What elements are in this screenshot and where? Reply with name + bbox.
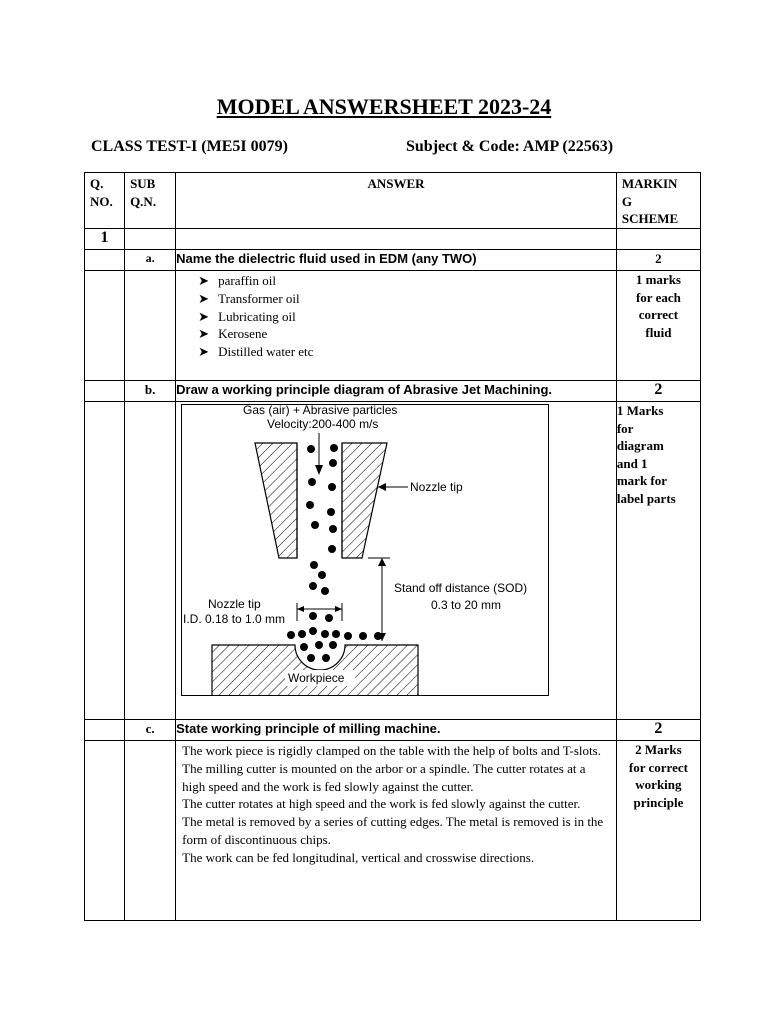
milling-principle-text: The work piece is rigidly clamped on the table with the help of bolts and T-slots. The milling cutter is mounted on the arbor or a spindle. The cutter rotates at a high speed and the work is fed slowly against the cutter. The cutter rotates at high speed and the work is fed slowly against the cutter. The metal is removed by a series of cutting edges. The metal is removed is in the form of discontinuous chips. The work can be fed longitudinal, vertical and crosswise directions. [182, 743, 604, 865]
q1a-question-row [85, 250, 701, 271]
q1b-answer-row [85, 402, 701, 720]
q1c-marks: 2 [616, 720, 700, 741]
q1b-question: Draw a working principle diagram of Abrasive Jet Machining. [176, 381, 617, 402]
arrow-bullet-icon: ➤ [198, 326, 210, 342]
q1c-answer-row [85, 741, 701, 921]
q1b-answer [176, 402, 617, 720]
answer-table [84, 172, 701, 921]
q1b-scheme: 1 Marks for diagram and 1 mark for label parts [616, 402, 700, 720]
list-item: ➤ Distilled water etc [198, 344, 314, 360]
class-test-label: CLASS TEST-I (ME5I 0079) [91, 138, 288, 155]
page-title: MODEL ANSWERSHEET 2023-24 [216, 94, 552, 119]
dielectric-fluid-list [176, 271, 616, 361]
velocity-label: Velocity:200-400 m/s [267, 417, 379, 431]
arrow-bullet-icon: ➤ [198, 273, 210, 288]
header-qno: Q. NO. [85, 173, 125, 229]
workpiece-label: Workpiece [288, 671, 345, 685]
sod-label: Stand off distance (SOD) [394, 581, 528, 595]
question-number: 1 [85, 229, 125, 250]
q1b-question-row [85, 381, 701, 402]
q1b-label: b. [125, 381, 176, 402]
list-item: ➤ paraffin oil [198, 273, 277, 288]
nozzle-right-wall [342, 443, 387, 558]
q1a-label: a. [125, 250, 176, 271]
arrow-bullet-icon: ➤ [198, 290, 210, 306]
list-item: ➤ Lubricating oil [198, 308, 296, 324]
subject-code-label: Subject & Code: AMP (22563) [406, 138, 614, 155]
question-number-row [85, 229, 701, 250]
nozzle-left-wall [255, 443, 297, 558]
q1c-question: State working principle of milling machine. [176, 720, 617, 741]
nozzle-id-title: Nozzle tip [208, 597, 261, 611]
ajm-diagram-svg [182, 405, 548, 695]
table-header-row [85, 173, 701, 229]
q1c-question-row [85, 720, 701, 741]
q1a-answer [176, 271, 617, 381]
q1c-scheme: 2 Marks for correct working principle [616, 741, 700, 921]
abrasive-jet-diagram [181, 404, 549, 696]
q1a-scheme: 1 marks for each correct fluid [616, 271, 700, 381]
q1c-label: c. [125, 720, 176, 741]
arrow-bullet-icon: ➤ [198, 308, 210, 324]
gas-label: Gas (air) + Abrasive particles [243, 405, 398, 417]
q1a-marks: 2 [616, 250, 700, 271]
q1a-answer-row [85, 271, 701, 381]
list-item: ➤ Kerosene [198, 326, 268, 342]
sod-range: 0.3 to 20 mm [431, 598, 502, 612]
header-marking: MARKIN G SCHEME [616, 173, 700, 229]
nozzle-id-value: I.D. 0.18 to 1.0 mm [183, 612, 286, 626]
nozzle-tip-label: Nozzle tip [410, 480, 463, 494]
q1b-marks: 2 [616, 381, 700, 402]
q1c-answer [176, 741, 617, 921]
q1a-question: Name the dielectric fluid used in EDM (any TWO) [176, 250, 617, 271]
header-answer: ANSWER [176, 173, 617, 229]
header-subqn: SUB Q.N. [125, 173, 176, 229]
list-item: ➤ Transformer oil [198, 290, 300, 306]
arrow-bullet-icon: ➤ [198, 344, 210, 360]
